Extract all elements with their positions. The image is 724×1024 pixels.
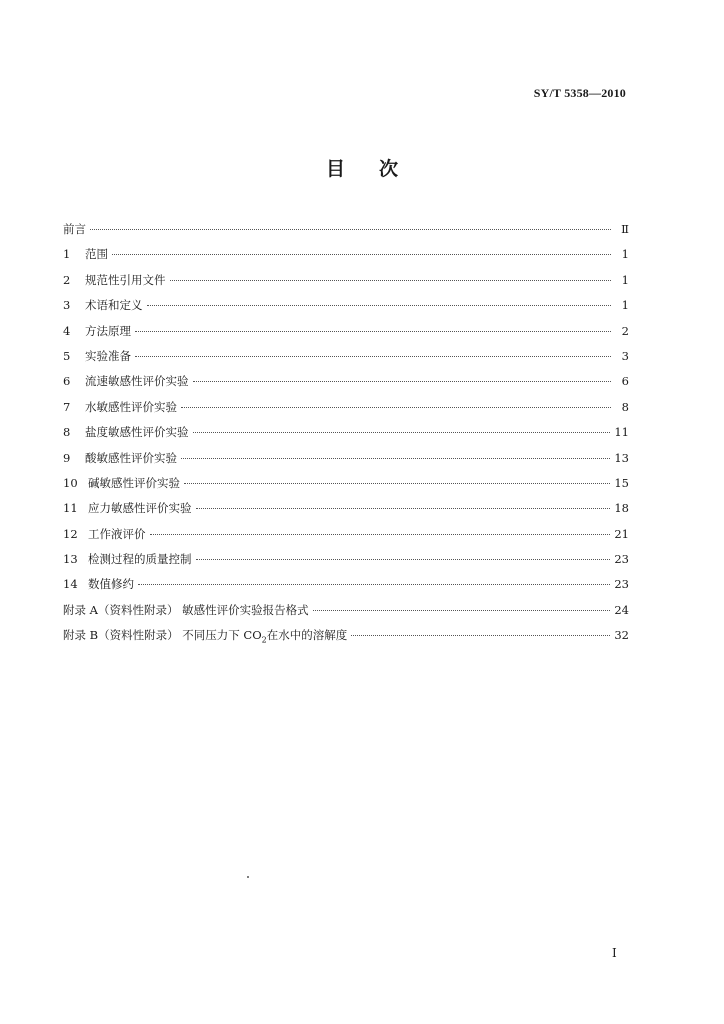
toc-entry-page: 23 (614, 577, 629, 592)
toc-entry-label: 工作液评价 (88, 526, 146, 541)
toc-entry-label: 附录 A（资料性附录） 敏感性评价实验报告格式 (63, 602, 309, 617)
dot-leader (138, 584, 610, 585)
toc-entry-number: 13 (63, 552, 78, 567)
toc-entry-number: 8 (63, 425, 71, 440)
dot-leader (135, 356, 611, 357)
dot-leader (170, 280, 612, 281)
toc-entry-page: 21 (614, 526, 629, 541)
standard-code: SY/T 5358—2010 (533, 86, 626, 100)
dot-leader (150, 534, 611, 535)
toc-title (0, 154, 724, 181)
label-part: 附录 B（资料性附录） 不同压力下 CO (63, 628, 262, 643)
toc-entry-page: 18 (614, 501, 629, 516)
dot-leader (135, 331, 611, 332)
toc-entry-number: 11 (63, 501, 78, 516)
toc-entry-label: 规范性引用文件 (85, 272, 166, 287)
toc-entry-7[interactable] (63, 399, 629, 424)
toc-entry-number: 10 (63, 475, 78, 490)
toc-entry-number: 5 (63, 348, 71, 363)
toc-entry-page: Ⅱ (621, 222, 629, 236)
toc-entry-label: 数值修约 (88, 577, 134, 592)
toc-title-char-2: 次 (379, 158, 399, 180)
dot-leader (147, 305, 612, 306)
dot-leader (196, 508, 611, 509)
toc-entry-label: 术语和定义 (85, 298, 143, 313)
toc-entry-8[interactable] (63, 424, 629, 449)
toc-entry-12[interactable] (63, 526, 629, 551)
toc-entry-label: 酸敏感性评价实验 (85, 450, 177, 465)
toc-entry-number: 14 (63, 577, 78, 592)
toc-entry-label: 检测过程的质量控制 (88, 552, 192, 567)
toc-entry-label: 范围 (85, 247, 108, 262)
toc-entry-page: 3 (621, 348, 629, 363)
toc-entry-label (63, 627, 347, 644)
toc-entry-page: 11 (614, 425, 629, 440)
toc-entry-6[interactable] (63, 373, 629, 398)
dot-leader (181, 407, 611, 408)
toc-entry-number: 1 (63, 247, 71, 262)
toc-entry-label: 实验准备 (85, 348, 131, 363)
toc-entry-appendix-b[interactable] (63, 627, 629, 652)
toc-entry-number: 6 (63, 374, 71, 389)
toc-title-char-1: 目 (325, 158, 345, 180)
toc-entry-number: 3 (63, 298, 71, 313)
page-number: I (612, 946, 617, 960)
toc-entry-9[interactable] (63, 450, 629, 475)
toc-entry-page: 8 (621, 399, 629, 414)
toc-entry-number: 12 (63, 526, 78, 541)
dot-leader (193, 381, 612, 382)
dot-leader (184, 483, 610, 484)
dot-leader (112, 254, 611, 255)
toc-entry-10[interactable] (63, 475, 629, 500)
toc-entry-3[interactable] (63, 297, 629, 322)
toc-entry-page: 23 (614, 552, 629, 567)
toc-entry-page: 13 (614, 450, 629, 465)
toc-entry-page: 15 (614, 475, 629, 490)
toc-entry-number: 2 (63, 272, 71, 287)
toc-entry-appendix-a[interactable] (63, 602, 629, 627)
toc-entry-number: 4 (63, 323, 71, 338)
toc-entry-11[interactable] (63, 500, 629, 525)
toc-entry-1[interactable] (63, 246, 629, 271)
toc-entry-number: 9 (63, 450, 71, 465)
dot-leader (313, 610, 611, 611)
toc-entry-label: 流速敏感性评价实验 (85, 374, 189, 389)
toc-entry-label: 盐度敏感性评价实验 (85, 425, 189, 440)
dot-leader (90, 229, 611, 230)
toc-entry-page: 2 (621, 323, 629, 338)
toc-entry-5[interactable] (63, 348, 629, 373)
toc-entry-page: 6 (621, 374, 629, 389)
subscript: 2 (261, 635, 267, 645)
dot-leader (351, 635, 610, 636)
dot-leader (181, 458, 610, 459)
toc-entry-label: 方法原理 (85, 323, 131, 338)
toc-entry-number: 7 (63, 399, 71, 414)
toc-entry-label: 水敏感性评价实验 (85, 399, 177, 414)
toc-entry-label: 碱敏感性评价实验 (88, 475, 180, 490)
toc-entry-page: 24 (614, 602, 629, 617)
scan-speck (247, 876, 249, 878)
toc-entry-page: 1 (621, 272, 629, 287)
label-part: 在水中的溶解度 (266, 628, 348, 643)
toc-entry-label: 前言 (63, 222, 86, 236)
toc-entry-page: 1 (621, 298, 629, 313)
toc-entry-13[interactable] (63, 551, 629, 576)
toc-entry-2[interactable] (63, 272, 629, 297)
toc-entry-page: 32 (614, 628, 629, 643)
table-of-contents (63, 221, 629, 653)
toc-entry-14[interactable] (63, 576, 629, 601)
dot-leader (196, 559, 611, 560)
toc-entry-page: 1 (621, 247, 629, 262)
toc-entry-foreword[interactable] (63, 221, 629, 246)
dot-leader (193, 432, 611, 433)
toc-entry-4[interactable] (63, 323, 629, 348)
toc-entry-label: 应力敏感性评价实验 (88, 501, 192, 516)
